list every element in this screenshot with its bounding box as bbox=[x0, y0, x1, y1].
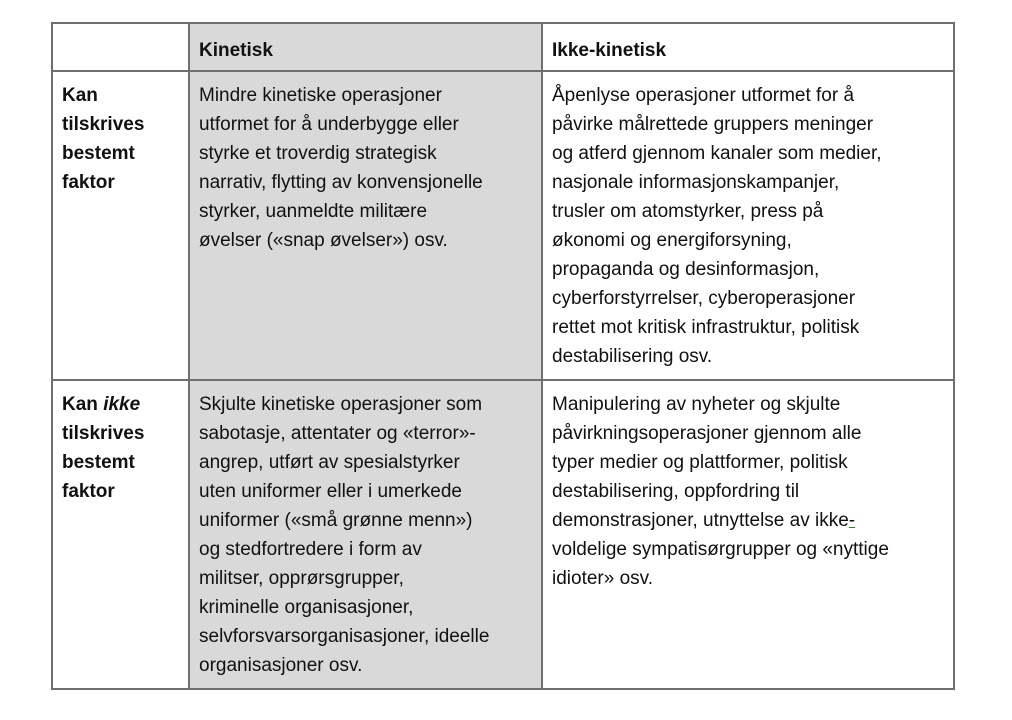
text-line: påvirke målrettede gruppers meninger bbox=[552, 114, 874, 135]
label-line: faktor bbox=[62, 481, 115, 502]
cell-non-kinetic-attributable bbox=[542, 71, 954, 380]
label-line: Kan bbox=[62, 85, 98, 106]
cell-non-kinetic-not-attributable bbox=[542, 380, 954, 689]
text-line: Åpenlyse operasjoner utformet for å bbox=[552, 85, 855, 106]
text-line: utformet for å underbygge eller bbox=[199, 114, 459, 135]
text-line: Manipulering av nyheter og skjulte bbox=[552, 394, 841, 415]
text-line: trusler om atomstyrker, press på bbox=[552, 201, 824, 222]
label-line: bestemt bbox=[62, 143, 135, 164]
text-line: militser, opprørsgrupper, bbox=[199, 568, 404, 589]
label-line: tilskrives bbox=[62, 423, 145, 444]
row-label-kan-ikke-tilskrives bbox=[52, 380, 189, 689]
table-row bbox=[52, 71, 954, 380]
text-line: uniformer («små grønne menn») bbox=[199, 510, 473, 531]
text-line: og atferd gjennom kanaler som medier, bbox=[552, 143, 882, 164]
text-line bbox=[552, 506, 944, 535]
text-line: typer medier og plattformer, politisk bbox=[552, 452, 848, 473]
text-line: propaganda og desinformasjon, bbox=[552, 259, 820, 280]
text-line: styrker, uanmeldte militære bbox=[199, 201, 428, 222]
text-fragment: demonstrasjoner, utnyttelse av ikke bbox=[552, 510, 849, 531]
text-line: kriminelle organisasjoner, bbox=[199, 597, 414, 618]
text-line: voldelige sympatisørgrupper og «nyttige bbox=[552, 539, 889, 560]
text-line: og stedfortredere i form av bbox=[199, 539, 422, 560]
text-line: øvelser («snap øvelser») osv. bbox=[199, 230, 448, 251]
comparison-table bbox=[51, 22, 955, 690]
text-line: Mindre kinetiske operasjoner bbox=[199, 85, 442, 106]
cell-kinetic-not-attributable bbox=[189, 380, 542, 689]
header-kinetisk: Kinetisk bbox=[189, 23, 542, 71]
cell-kinetic-attributable bbox=[189, 71, 542, 380]
label-kan: Kan bbox=[62, 394, 104, 415]
hyphen-mark: - bbox=[848, 510, 856, 531]
header-row bbox=[52, 23, 954, 71]
text-line: påvirkningsoperasjoner gjennom alle bbox=[552, 423, 862, 444]
corner-cell bbox=[52, 23, 189, 71]
text-line: selvforsvarsorganisasjoner, ideelle bbox=[199, 626, 490, 647]
text-line: nasjonale informasjonskampanjer, bbox=[552, 172, 840, 193]
label-line: faktor bbox=[62, 172, 115, 193]
text-line: sabotasje, attentater og «terror»- bbox=[199, 423, 476, 444]
text-line: cyberforstyrrelser, cyberoperasjoner bbox=[552, 288, 856, 309]
row-label-kan-tilskrives bbox=[52, 71, 189, 380]
text-line: styrke et troverdig strategisk bbox=[199, 143, 437, 164]
label-line: bestemt bbox=[62, 452, 135, 473]
text-line: organisasjoner osv. bbox=[199, 655, 363, 676]
text-line: angrep, utført av spesialstyrker bbox=[199, 452, 460, 473]
text-line: narrativ, flytting av konvensjonelle bbox=[199, 172, 483, 193]
text-line: rettet mot kritisk infrastruktur, politisk bbox=[552, 317, 860, 338]
label-line: tilskrives bbox=[62, 114, 145, 135]
text-line: destabilisering osv. bbox=[552, 346, 713, 367]
text-line: uten uniformer eller i umerkede bbox=[199, 481, 462, 502]
table-row bbox=[52, 380, 954, 689]
label-line bbox=[62, 390, 179, 419]
text-line: destabilisering, oppfordring til bbox=[552, 481, 800, 502]
text-line: Skjulte kinetiske operasjoner som bbox=[199, 394, 483, 415]
text-line: økonomi og energiforsyning, bbox=[552, 230, 792, 251]
header-ikke-kinetisk: Ikke-kinetisk bbox=[542, 23, 954, 71]
text-line: idioter» osv. bbox=[552, 568, 654, 589]
label-ikke-italic: ikke bbox=[103, 394, 141, 415]
